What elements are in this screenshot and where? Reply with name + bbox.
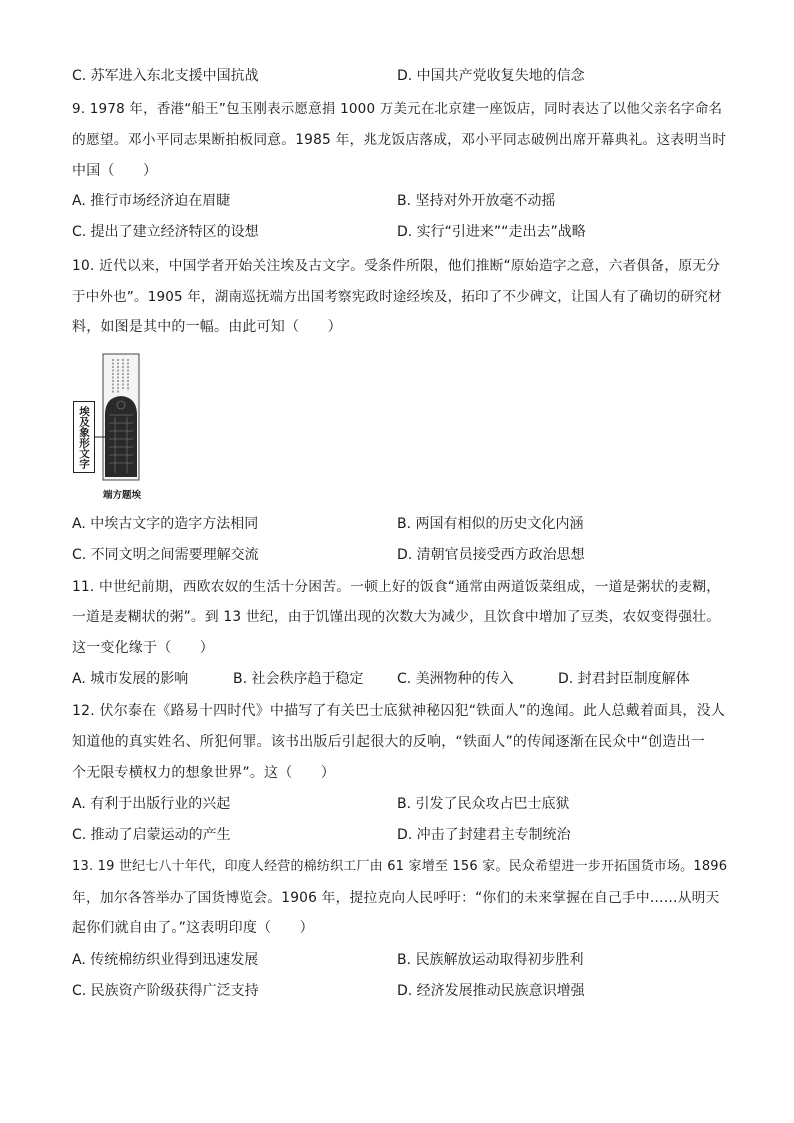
q12-stem-line-2: 知道他的真实姓名、所犯何罪。该书出版后引起很大的反响，“铁面人”的传闻逐渐在民众中“创造出一 — [72, 734, 705, 750]
q11-option-c[interactable]: C. 美洲物种的传入 — [397, 671, 514, 687]
q9-option-c[interactable]: C. 提出了建立经济特区的设想 — [72, 224, 259, 240]
q8-option-c[interactable]: C. 苏军进入东北支援中国抗战 — [72, 68, 259, 84]
q12-option-d[interactable]: D. 冲击了封建君主专制统治 — [397, 827, 571, 843]
q9-stem-line-3: 中国（ ） — [72, 163, 158, 179]
q10-stem-line-1: 10. 近代以来，中国学者开始关注埃及古文字。受条件所限，他们推断“原始造字之意，六者俱备，原无分 — [72, 258, 721, 274]
q9-option-a[interactable]: A. 推行市场经济迫在眉睫 — [72, 193, 231, 209]
q12-stem-line-3: 个无限专横权力的想象世界”。这（ ） — [72, 765, 336, 781]
figure-label-box: 埃及象形文字 — [73, 401, 95, 473]
q13-option-a[interactable]: A. 传统棉纺织业得到迅速发展 — [72, 952, 259, 968]
q8-option-d[interactable]: D. 中国共产党收复失地的信念 — [397, 68, 585, 84]
q10-stem-line-2: 于中外也”。1905 年，湖南巡抚端方出国考察宪政时途经埃及，拓印了不少碑文，让国人有了确切的研究材 — [72, 289, 722, 305]
q11-option-a[interactable]: A. 城市发展的影响 — [72, 671, 189, 687]
q13-option-d[interactable]: D. 经济发展推动民族意识增强 — [397, 983, 585, 999]
q10-stem-line-3: 料，如图是其中的一幅。由此可知（ ） — [72, 319, 342, 335]
q12-option-a[interactable]: A. 有利于出版行业的兴起 — [72, 796, 231, 812]
q9-option-d[interactable]: D. 实行“引进来”“走出去”战略 — [397, 224, 586, 240]
q11-stem-line-3: 这一变化缘于（ ） — [72, 640, 214, 656]
q12-option-b[interactable]: B. 引发了民众攻占巴士底狱 — [397, 796, 570, 812]
q10-option-c[interactable]: C. 不同文明之间需要理解交流 — [72, 547, 259, 563]
q13-stem-line-2: 年，加尔各答举办了国货博览会。1906 年，提拉克向人民呼吁：“你们的未来掌握在自己手中……从明天 — [72, 890, 720, 906]
q10-option-b[interactable]: B. 两国有相似的历史文化内涵 — [397, 516, 584, 532]
q12-stem-line-1: 12. 伏尔泰在《路易十四时代》中描写了有关巴士底狱神秘囚犯“铁面人”的逸闻。此人总戴着面具，没人 — [72, 703, 726, 719]
q12-option-c[interactable]: C. 推动了启蒙运动的产生 — [72, 827, 231, 843]
q9-stem-line-2: 的愿望。邓小平同志果断拍板同意。1985 年，兆龙饭店落成，邓小平同志破例出席开幕典礼。这表明当时 — [72, 132, 727, 148]
q9-stem-line-1: 9. 1978 年，香港“船王”包玉刚表示愿意捐 1000 万美元在北京建一座饭店，同时表达了以他父亲名字命名 — [72, 101, 723, 117]
q11-option-b[interactable]: B. 社会秩序趋于稳定 — [233, 671, 364, 687]
q11-stem-line-2: 一道是麦糊状的粥”。到 13 世纪，由于饥馑出现的次数大为减少，且饮食中增加了豆类，农奴变得强壮。 — [72, 609, 721, 625]
figure-caption: 端方题埃 — [103, 490, 142, 501]
q10-option-d[interactable]: D. 清朝官员接受西方政治思想 — [397, 547, 585, 563]
q13-option-b[interactable]: B. 民族解放运动取得初步胜利 — [397, 952, 584, 968]
q13-option-c[interactable]: C. 民族资产阶级获得广泛支持 — [72, 983, 259, 999]
q13-stem-line-3: 起你们就自由了。”这表明印度（ ） — [72, 920, 314, 936]
egyptian-rubbing-figure — [73, 353, 153, 503]
q9-option-b[interactable]: B. 坚持对外开放毫不动摇 — [397, 193, 556, 209]
q13-stem-line-1: 13. 19 世纪七八十年代，印度人经营的棉纺织工厂由 61 家增至 156 家。民众希望进一步开拓国货市场。1896 — [72, 859, 728, 874]
q11-option-d[interactable]: D. 封君封臣制度解体 — [558, 671, 690, 687]
q11-stem-line-1: 11. 中世纪前期，西欧农奴的生活十分困苦。一顿上好的饭食“通常由两道饭菜组成，一道是粥状的麦糊， — [72, 579, 721, 595]
q10-option-a[interactable]: A. 中埃古文字的造字方法相同 — [72, 516, 259, 532]
